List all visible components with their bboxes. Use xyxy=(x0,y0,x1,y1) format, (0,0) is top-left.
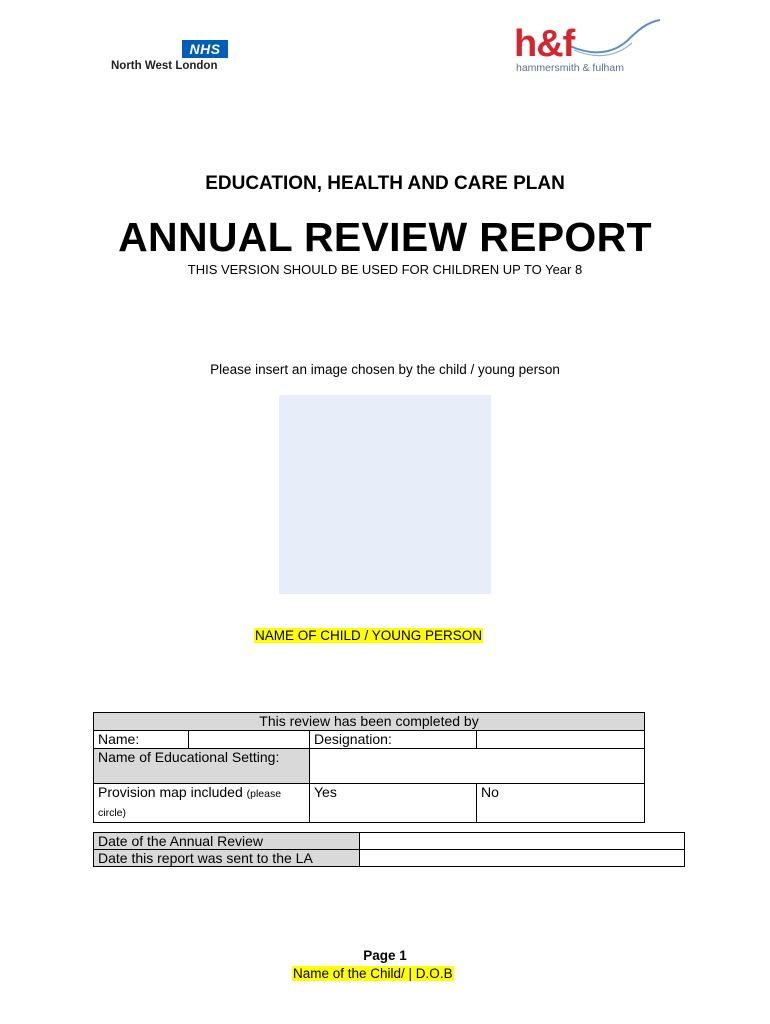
nhs-logo xyxy=(108,38,233,78)
designation-label: Designation: xyxy=(310,731,477,749)
page-number: Page 1 xyxy=(363,948,407,963)
version-note: THIS VERSION SHOULD BE USED FOR CHILDREN UP TO Year 8 xyxy=(187,262,583,277)
provision-hint: (please circle) xyxy=(98,788,282,819)
setting-label: Name of Educational Setting: xyxy=(94,749,310,784)
document-subtitle: EDUCATION, HEALTH AND CARE PLAN xyxy=(205,173,565,194)
dates-table xyxy=(93,832,685,867)
sent-date-label: Date this report was sent to the LA xyxy=(94,850,360,867)
review-table-header: This review has been completed by xyxy=(94,713,645,731)
setting-field[interactable] xyxy=(310,749,645,784)
provision-yes[interactable]: Yes xyxy=(310,784,477,823)
review-table xyxy=(93,712,645,823)
sent-date-field[interactable] xyxy=(360,850,685,867)
provision-label: Provision map included xyxy=(98,784,243,800)
document-title: ANNUAL REVIEW REPORT xyxy=(118,214,652,260)
image-prompt: Please insert an image chosen by the child / young person xyxy=(210,362,560,377)
hf-mark: h&f xyxy=(514,23,575,65)
nhs-region: North West London xyxy=(111,60,218,72)
hf-logo xyxy=(512,16,667,76)
name-field[interactable] xyxy=(189,731,310,749)
nhs-badge: NHS xyxy=(182,40,228,58)
provision-no[interactable]: No xyxy=(477,784,645,823)
provision-label-cell xyxy=(94,784,310,823)
footer-child-dob: Name of the Child/ | D.O.B xyxy=(293,966,453,981)
child-name-field[interactable]: NAME OF CHILD / YOUNG PERSON xyxy=(255,628,483,643)
designation-field[interactable] xyxy=(477,731,645,749)
review-date-field[interactable] xyxy=(360,833,685,850)
image-placeholder[interactable] xyxy=(279,395,491,594)
name-label: Name: xyxy=(94,731,189,749)
hf-name: hammersmith & fulham xyxy=(516,62,624,74)
review-date-label: Date of the Annual Review xyxy=(94,833,360,850)
